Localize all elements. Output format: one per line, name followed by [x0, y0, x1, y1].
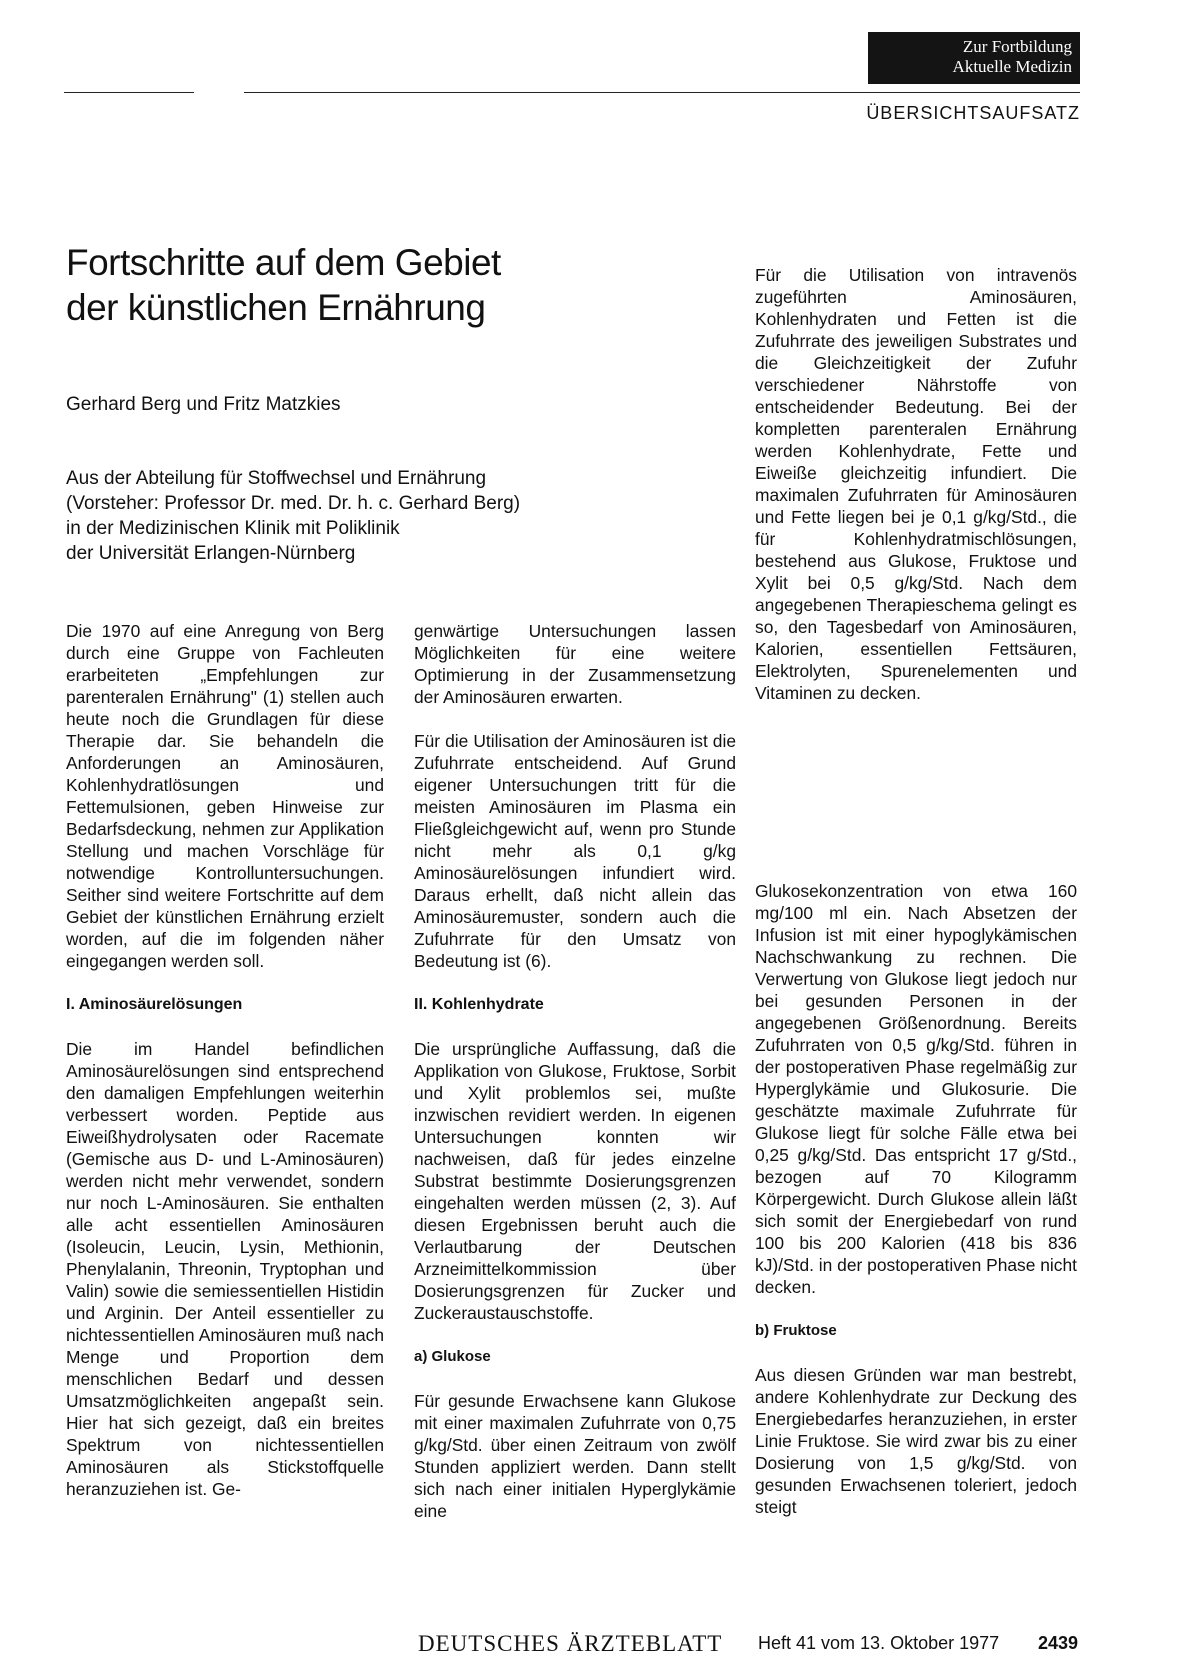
column-3-bottom — [755, 880, 1077, 1540]
title-line-1: Fortschritte auf dem Gebiet — [66, 242, 501, 283]
paragraph: Die im Handel befindlichen Aminosäurelösungen sind entsprechend den damaligen Empfehlungen weiterhin verbessert worden. Peptide aus Eiweißhydrolysaten oder Racemate (Gemische aus D- und L-Aminosäuren) werden nicht mehr verwendet, sondern nur noch L-Aminosäuren. Sie enthalten alle acht essentiellen Aminosäuren (Isoleucin, Leucin, Lysin, Methionin, Phenylalanin, Threonin, Tryptophan und Valin) sowie die semiessentiellen Histidin und Arginin. Der Anteil essentieller zu nichtessentiellen Aminosäuren muß nach Menge und Proportion dem menschlichen Bedarf und dessen Umsatzmöglichkeiten angepaßt sein. Hier hat sich gezeigt, daß ein breites Spektrum von nichtessentiellen Aminosäuren als Stickstoffquelle heranzuziehen ist. Ge- — [66, 1039, 384, 1499]
paragraph: Die ursprüngliche Auffassung, daß die Applikation von Glukose, Fruktose, Sorbit und Xylit problemlos sei, mußte inzwischen revidiert werden. In eigenen Untersuchungen konnten wir nachweisen, daß für jedes einzelne Substrat bestimmte Dosierungsgrenzen eingehalten werden müssen (2, 3). Auf diesen Ergebnissen beruht auch die Verlautbarung der Deutschen Arzneimittelkommission über Dosierungsgrenzen für Zucker und Zuckeraustauschstoffe. — [414, 1039, 736, 1323]
header-rule-left — [64, 92, 194, 93]
section-heading: II. Kohlenhydrate — [414, 996, 544, 1013]
paragraph: Glukosekonzentration von etwa 160 mg/100 ml ein. Nach Absetzen der Infusion ist mit einer hypoglykämischen Nachschwankung zu rechnen. Die Verwertung von Glukose liegt jedoch nur bei gesunden Personen in der angegebenen Größenordnung. Bereits Zufuhrraten von 0,5 g/kg/Std. führen in der postoperativen Phase regelmäßig zur Hyperglykämie und Glukosurie. Die geschätzte maximale Zufuhrrate für Glukose liegt für solche Fälle etwa bei 0,25 g/kg/Std. Das entspricht 17 g/Std., bezogen auf 70 Kilogramm Körpergewicht. Durch Glukose allein läßt sich somit der Energiebedarf von rund 100 bis 200 Kalorien (418 bis 836 kJ)/Std. in der postoperativen Phase nicht decken. — [755, 881, 1077, 1297]
affiliation-line: in der Medizinischen Klinik mit Poliklinik — [66, 518, 400, 539]
column-2 — [414, 620, 736, 1544]
series-label-line1: Zur Fortbildung — [962, 37, 1072, 56]
article-title — [66, 240, 666, 330]
subsection-heading: a) Glukose — [414, 1348, 491, 1365]
title-line-2: der künstlichen Ernährung — [66, 287, 486, 328]
column-3-top — [755, 264, 1077, 704]
issue-info: Heft 41 vom 13. Oktober 1977 — [758, 1633, 1000, 1653]
page-number: 2439 — [1037, 1633, 1078, 1653]
column-1 — [66, 620, 384, 1522]
page-footer — [418, 1631, 1078, 1659]
section-heading: I. Aminosäurelösungen — [66, 996, 243, 1013]
affiliation-line: Aus der Abteilung für Stoffwechsel und Ernährung — [66, 468, 487, 489]
journal-name: DEUTSCHES ÄRZTEBLATT — [418, 1631, 723, 1656]
paragraph: genwärtige Untersuchungen lassen Möglichkeiten für eine weitere Optimierung in der Zusammensetzung der Aminosäuren erwarten. — [414, 621, 736, 707]
paragraph: Die 1970 auf eine Anregung von Berg durch eine Gruppe von Fachleuten erarbeiteten „Empfehlungen zur parenteralen Ernährung" (1) stellen auch heute noch die Grundlagen für diese Therapie dar. Sie behandeln die Anforderungen an Aminosäuren, Kohlenhydratlösungen und Fettemulsionen, geben Hinweise zur Bedarfsdeckung, nehmen zur Applikation Stellung und machen Vorschläge für notwendige Kontrolluntersuchungen. Seither sind weitere Fortschritte auf dem Gebiet der künstlichen Ernährung erzielt worden, auf die im folgenden näher eingegangen werden soll. — [66, 621, 384, 971]
series-label-line2: Aktuelle Medizin — [952, 57, 1072, 76]
paragraph: Aus diesen Gründen war man bestrebt, andere Kohlenhydrate zur Deckung des Energiebedarfes heranzuziehen, in erster Linie Fruktose. Sie wird zwar bis zu einer Dosierung von 1,5 g/kg/Std. von gesunden Erwachsenen toleriert, jedoch steigt — [755, 1365, 1077, 1517]
header-rule-right — [624, 92, 1080, 93]
paragraph: Für gesunde Erwachsene kann Glukose mit einer maximalen Zufuhrrate von 0,75 g/kg/Std. über einen Zeitraum von zwölf Stunden appliziert werden. Dann stellt sich nach einer initialen Hyperglykämie eine — [414, 1391, 736, 1521]
subsection-heading: b) Fruktose — [755, 1322, 837, 1339]
affiliation-line: (Vorsteher: Professor Dr. med. Dr. h. c. Gerhard Berg) — [66, 493, 521, 514]
header-rule-mid — [244, 92, 624, 93]
series-label-box — [868, 32, 1080, 84]
paragraph: Für die Utilisation der Aminosäuren ist die Zufuhrrate entscheidend. Auf Grund eigener Untersuchungen tritt für die meisten Aminosäuren im Plasma ein Fließgleichgewicht auf, wenn pro Stunde nicht mehr als 0,1 g/kg Aminosäurelösungen infundiert wird. Daraus erhellt, daß nicht allein das Aminosäuremuster, sondern auch die Zufuhrrate für den Umsatz von Bedeutung ist (6). — [414, 731, 736, 971]
affiliation — [66, 466, 520, 566]
affiliation-line: der Universität Erlangen-Nürnberg — [66, 543, 356, 564]
authors: Gerhard Berg und Fritz Matzkies — [66, 394, 341, 415]
paragraph: Für die Utilisation von intravenös zugeführten Aminosäuren, Kohlenhydraten und Fetten ist die Zufuhrrate des jeweiligen Substrates und die Gleichzeitigkeit der Zufuhr verschiedener Nährstoffe von entscheidender Bedeutung. Bei der kompletten parenteralen Ernährung werden Kohlenhydrate, Fette und Eiweiße gleichzeitig infundiert. Die maximalen Zufuhrraten für Aminosäuren und Fette liegen bei je 0,1 g/kg/Std., die für Kohlenhydratmischlösungen, bestehend aus Glukose, Fruktose und Xylit bei 0,5 g/kg/Std. Nach dem angegebenen Therapieschema gelingt es so, den Tagesbedarf von Aminosäuren, Kalorien, essentiellen Fettsäuren, Elektrolyten, Spurenelementen und Vitaminen zu decken. — [755, 265, 1077, 703]
section-label: ÜBERSICHTSAUFSATZ — [866, 103, 1080, 123]
